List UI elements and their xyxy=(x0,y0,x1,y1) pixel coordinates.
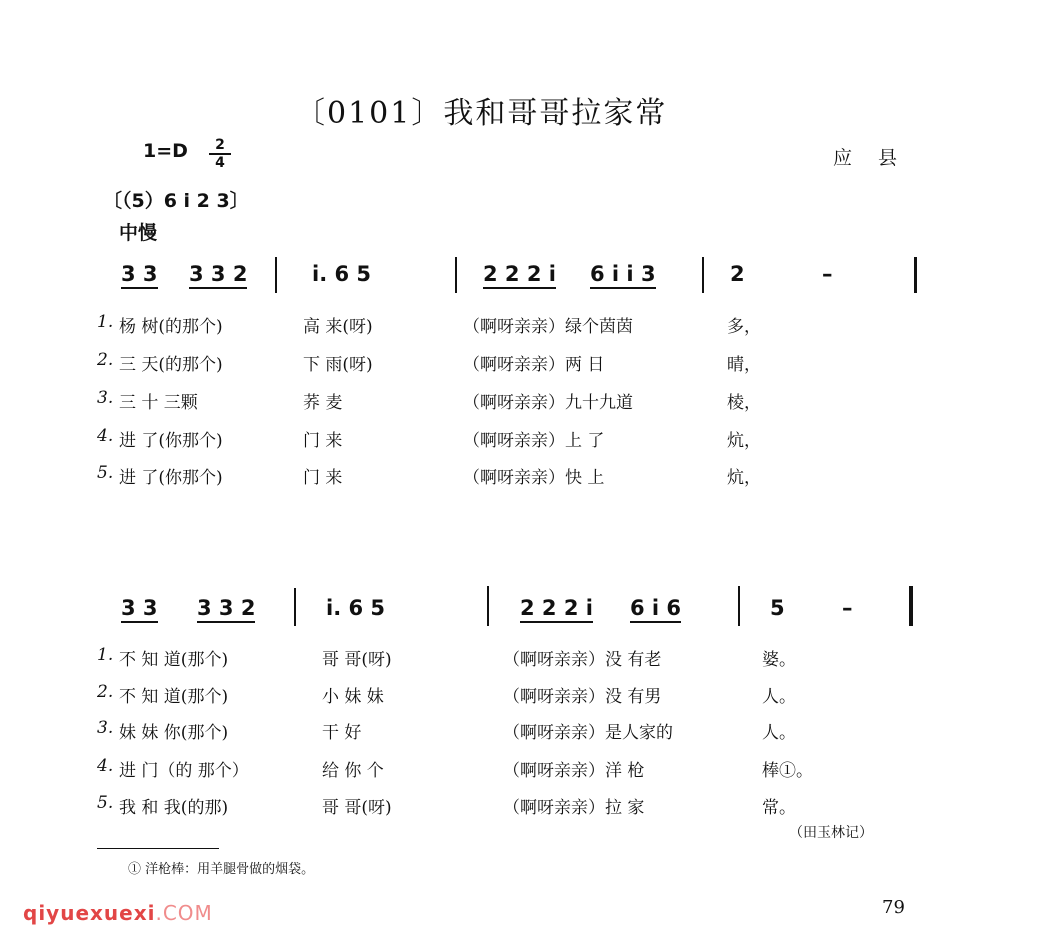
lyric-cell: 进 了(你那个) xyxy=(119,431,223,451)
watermark-suffix: .COM xyxy=(155,901,213,925)
lyric-cell: 棱， xyxy=(727,393,761,413)
barline xyxy=(487,586,489,626)
meter-bottom: 4 xyxy=(215,155,225,171)
note-group: 3 3 xyxy=(121,262,158,289)
barline xyxy=(275,257,277,293)
watermark-main: qiyuexuexi xyxy=(23,901,156,925)
lyric-cell: 给 你 个 xyxy=(322,761,384,781)
lyric-cell: 不 知 道(那个) xyxy=(119,687,229,707)
lyric-cell: 杨 树(的那个) xyxy=(119,317,223,337)
barline xyxy=(455,257,457,293)
note-group: i. 6 5 xyxy=(326,596,386,620)
lyric-cell: 妹 妹 你(那个) xyxy=(119,723,229,743)
verse-number: 5. xyxy=(97,463,114,483)
lyric-cell: 三 天(的那个) xyxy=(119,355,223,375)
lyric-cell: 人。 xyxy=(762,687,796,707)
lyric-cell: （啊呀亲亲）上 了 xyxy=(463,431,605,451)
verse-number: 2. xyxy=(97,682,114,702)
lyric-cell: （啊呀亲亲）没 有老 xyxy=(503,650,662,670)
footnote: ① 洋枪棒：用羊腿骨做的烟袋。 xyxy=(128,862,315,877)
lyric-cell: （啊呀亲亲）两 日 xyxy=(463,355,605,375)
lyric-cell: 高 来(呀) xyxy=(303,317,373,337)
lyric-cell: 我 和 我(的那) xyxy=(119,798,229,818)
lyric-cell: 门 来 xyxy=(303,431,343,451)
note-group: 5 xyxy=(770,596,785,620)
verse-number: 2. xyxy=(97,350,114,370)
note-dash: – xyxy=(842,596,853,620)
lyric-cell: 进 门（的 那个） xyxy=(119,761,249,781)
lyric-cell: 晴， xyxy=(727,355,761,375)
lyric-cell: 棒①。 xyxy=(762,761,813,781)
note-group: 6 i 6 xyxy=(630,596,681,623)
verse-number: 3. xyxy=(97,388,114,408)
lyric-cell: （啊呀亲亲）快 上 xyxy=(463,468,605,488)
lyric-cell: 不 知 道(那个) xyxy=(119,650,229,670)
lyric-cell: （啊呀亲亲）是人家的 xyxy=(503,723,673,743)
lyric-cell: （啊呀亲亲）拉 家 xyxy=(503,798,645,818)
lyric-cell: 荞 麦 xyxy=(303,393,343,413)
note-group: 3 3 xyxy=(121,596,158,623)
page-number: 79 xyxy=(882,897,905,918)
lyric-cell: 人。 xyxy=(762,723,796,743)
note-group: 2 xyxy=(730,262,745,286)
lyric-cell: 进 了(你那个) xyxy=(119,468,223,488)
final-barline xyxy=(914,257,917,293)
lyric-cell: 常。 xyxy=(762,798,796,818)
time-signature xyxy=(209,138,231,170)
final-barline xyxy=(909,586,913,626)
song-title: 〔0101〕我和哥哥拉家常 xyxy=(295,96,668,131)
meter-top: 2 xyxy=(215,137,225,153)
lyric-cell: 门 来 xyxy=(303,468,343,488)
key-signature: 1=D xyxy=(143,140,188,162)
barline xyxy=(702,257,704,293)
lyric-cell: 小 妹 妹 xyxy=(322,687,384,707)
lyric-cell: 下 雨(呀) xyxy=(303,355,373,375)
note-dash: – xyxy=(822,262,833,286)
lyric-cell: 婆。 xyxy=(762,650,796,670)
lyric-cell: 炕， xyxy=(727,431,761,451)
barline xyxy=(294,588,296,626)
note-group: 2 2 2 i xyxy=(483,262,556,289)
lyric-cell: （啊呀亲亲）绿个茵茵 xyxy=(463,317,633,337)
lyric-cell: 哥 哥(呀) xyxy=(322,798,392,818)
footnote-divider xyxy=(97,848,219,849)
lyric-cell: 炕， xyxy=(727,468,761,488)
note-group: i. 6 5 xyxy=(312,262,372,286)
verse-number: 4. xyxy=(97,756,114,776)
verse-number: 5. xyxy=(97,793,114,813)
verse-number: 1. xyxy=(97,312,114,332)
note-group: 3 3 2 xyxy=(197,596,255,623)
lyric-cell: （啊呀亲亲）洋 枪 xyxy=(503,761,645,781)
verse-number: 4. xyxy=(97,426,114,446)
verse-number: 1. xyxy=(97,645,114,665)
tempo-marking: 中慢 xyxy=(119,222,158,244)
verse-number: 3. xyxy=(97,718,114,738)
region-label: 应 县 xyxy=(833,147,908,169)
lyric-cell: 哥 哥(呀) xyxy=(322,650,392,670)
transcriber-credit: （田玉林记） xyxy=(789,825,873,841)
barline xyxy=(738,586,740,626)
note-group: 6 i i 3 xyxy=(590,262,656,289)
lyric-cell: （啊呀亲亲）没 有男 xyxy=(503,687,662,707)
note-group: 3 3 2 xyxy=(189,262,247,289)
lyric-cell: 多， xyxy=(727,317,761,337)
note-group: 2 2 2 i xyxy=(520,596,593,623)
lyric-cell: 三 十 三颗 xyxy=(119,393,198,413)
lyric-cell: （啊呀亲亲）九十九道 xyxy=(463,393,633,413)
lyric-cell: 干 好 xyxy=(322,723,362,743)
intro-phrase: 〔（5）6 i 2 3〕 xyxy=(103,190,249,212)
watermark xyxy=(23,901,213,925)
